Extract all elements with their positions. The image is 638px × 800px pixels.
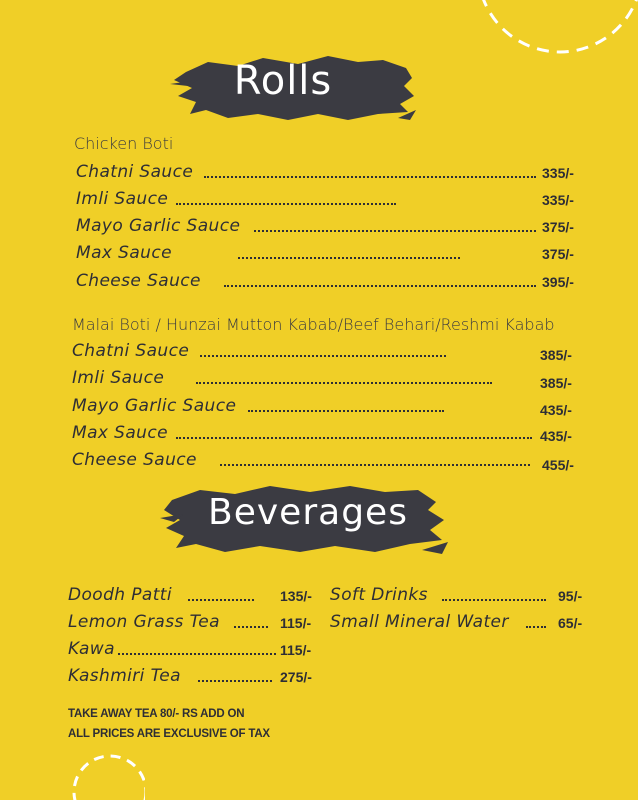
leader-dots [526,626,546,628]
item-name: Kawa [68,639,115,659]
menu-item [72,368,586,392]
menu-item [72,450,586,474]
item-name: Mayo Garlic Sauce [76,216,241,236]
item-name: Max Sauce [72,423,168,443]
item-name: Max Sauce [76,243,172,263]
item-name: Soft Drinks [330,585,428,605]
dashed-circle-decoration-bottom [55,740,145,800]
leader-dots [118,653,276,655]
item-price: 65/- [558,615,583,631]
leader-dots [238,257,460,259]
leader-dots [198,680,272,682]
menu-item [76,162,586,186]
item-name: Imli Sauce [72,368,165,388]
menu-item [76,243,586,267]
item-price: 275/- [280,669,312,685]
item-price: 335/- [542,165,574,181]
item-name: Doodh Patti [68,585,172,605]
leader-dots [224,285,536,287]
menu-item [76,216,586,240]
item-name: Kashmiri Tea [68,666,181,686]
menu-item [68,585,318,609]
leader-dots [220,464,530,466]
item-name: Cheese Sauce [72,450,197,470]
item-price: 435/- [540,402,572,418]
item-price: 335/- [542,192,574,208]
leader-dots [442,599,546,601]
menu-item [330,585,592,609]
item-price: 455/- [542,457,574,473]
item-name: Chatni Sauce [72,341,190,361]
item-price: 115/- [280,642,312,658]
menu-item [330,612,592,636]
item-name: Imli Sauce [76,189,169,209]
menu-item [72,423,586,447]
item-price: 385/- [540,347,572,363]
leader-dots [188,599,254,601]
item-price: 385/- [540,375,572,391]
beverages-title: Beverages [208,492,408,533]
leader-dots [200,355,446,357]
menu-item [76,189,586,213]
item-name: Chatni Sauce [76,162,194,182]
dashed-circle-decoration-top [460,0,638,70]
item-price: 135/- [280,588,312,604]
item-price: 95/- [558,588,583,604]
menu-item [68,639,318,663]
menu-item [68,612,318,636]
leader-dots [196,382,492,384]
item-name: Mayo Garlic Sauce [72,396,237,416]
leader-dots [176,437,532,439]
item-price: 375/- [542,219,574,235]
rolls-title: Rolls [233,58,333,104]
tax-note: ALL PRICES ARE EXCLUSIVE OF TAX [68,728,270,740]
leader-dots [204,176,536,178]
item-name: Lemon Grass Tea [68,612,220,632]
menu-item [68,666,318,690]
leader-dots [234,626,268,628]
menu-item [72,341,586,365]
item-name: Small Mineral Water [330,612,509,632]
leader-dots [254,230,536,232]
takeaway-note: TAKE AWAY TEA 80/- RS ADD ON [68,708,245,720]
item-name: Cheese Sauce [76,271,201,291]
item-price: 375/- [542,246,574,262]
menu-item [76,271,586,295]
leader-dots [176,203,396,205]
menu-item [72,396,586,420]
item-price: 115/- [280,615,312,631]
leader-dots [248,410,444,412]
chicken-boti-heading: Chicken Boti [74,134,174,153]
item-price: 395/- [542,274,574,290]
item-price: 435/- [540,428,572,444]
malai-boti-heading: Malai Boti / Hunzai Mutton Kabab/Beef Behari/Reshmi Kabab [72,315,555,334]
